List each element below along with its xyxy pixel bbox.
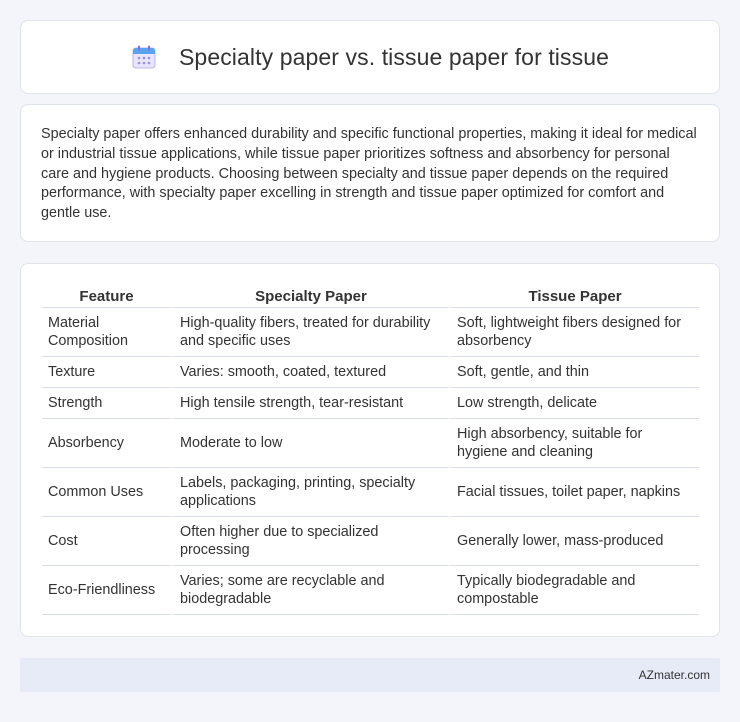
cell-tissue: High absorbency, suitable for hygiene and cleaning [448, 419, 699, 468]
cell-specialty: Often higher due to specialized processing [171, 517, 448, 566]
footer-bar [20, 658, 720, 692]
cell-tissue: Generally lower, mass-produced [448, 517, 699, 566]
page-title: Specialty paper vs. tissue paper for tissue [178, 43, 609, 70]
table-row [42, 468, 699, 517]
table-header-row [42, 284, 699, 308]
table-row [42, 308, 699, 357]
cell-specialty: Varies; some are recyclable and biodegradable [171, 566, 448, 615]
calendar-icon [131, 44, 157, 70]
cell-specialty: Varies: smooth, coated, textured [171, 357, 448, 388]
header-tissue-paper: Tissue Paper [448, 284, 699, 308]
cell-specialty: Labels, packaging, printing, specialty applications [171, 468, 448, 517]
cell-tissue: Soft, gentle, and thin [448, 357, 699, 388]
cell-tissue: Facial tissues, toilet paper, napkins [448, 468, 699, 517]
header-feature: Feature [42, 284, 171, 308]
cell-tissue: Soft, lightweight fibers designed for absorbency [448, 308, 699, 357]
table-row [42, 388, 699, 419]
table-row [42, 419, 699, 468]
header-specialty-paper: Specialty Paper [171, 284, 448, 308]
table-row [42, 357, 699, 388]
comparison-table-card [20, 263, 720, 637]
summary-card [20, 104, 720, 242]
cell-feature: Common Uses [42, 468, 171, 517]
cell-specialty: High tensile strength, tear-resistant [171, 388, 448, 419]
cell-tissue: Typically biodegradable and compostable [448, 566, 699, 615]
comparison-table [42, 284, 699, 615]
table-row [42, 517, 699, 566]
cell-feature: Strength [42, 388, 171, 419]
cell-specialty: High-quality fibers, treated for durability and specific uses [171, 308, 448, 357]
cell-feature: Cost [42, 517, 171, 566]
cell-specialty: Moderate to low [171, 419, 448, 468]
title-card [20, 20, 720, 94]
cell-feature: Texture [42, 357, 171, 388]
cell-feature: Material Composition [42, 308, 171, 357]
cell-feature: Eco-Friendliness [42, 566, 171, 615]
footer-brand: AZmater.com [638, 668, 710, 682]
table-row [42, 566, 699, 615]
cell-feature: Absorbency [42, 419, 171, 468]
cell-tissue: Low strength, delicate [448, 388, 699, 419]
summary-text: Specialty paper offers enhanced durability and specific functional properties, making it ideal for medical or industrial tissue applications, while tissue paper prioritizes softness and absorbency for personal care and hygiene products. Choosing between specialty and tissue paper depends on the required performance, with specialty paper excelling in strength and tissue paper optimized for comfort and gentle use. [41, 126, 697, 222]
